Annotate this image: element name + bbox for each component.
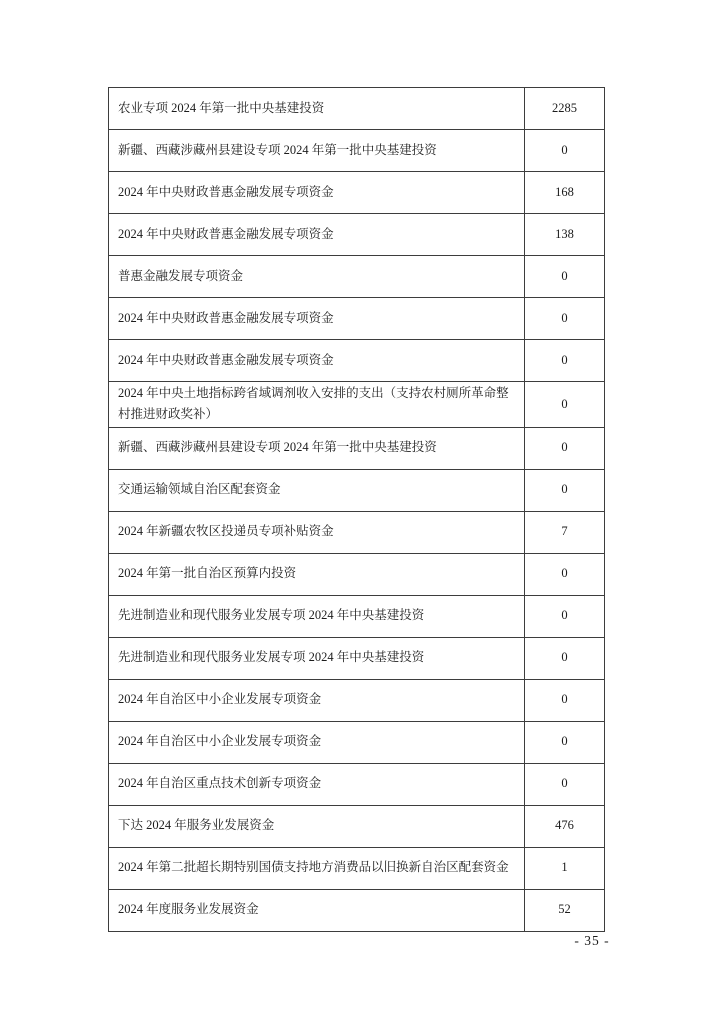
row-item-label: 2024 年中央财政普惠金融发展专项资金 [109,172,525,214]
row-value: 0 [525,553,605,595]
table-row [109,763,605,805]
table-row [109,340,605,382]
funding-table [108,87,605,932]
row-value: 0 [525,595,605,637]
row-item-label: 2024 年第二批超长期特别国债支持地方消费品以旧换新自治区配套资金 [109,847,525,889]
row-value: 0 [525,469,605,511]
table-row [109,679,605,721]
row-value: 476 [525,805,605,847]
table-row [109,214,605,256]
row-value: 0 [525,340,605,382]
row-item-label: 2024 年自治区中小企业发展专项资金 [109,679,525,721]
row-item-label: 先进制造业和现代服务业发展专项 2024 年中央基建投资 [109,595,525,637]
table-row [109,889,605,931]
table-row [109,637,605,679]
table-row [109,427,605,469]
page-number: - 35 - [574,933,610,948]
row-item-label: 普惠金融发展专项资金 [109,256,525,298]
row-value: 168 [525,172,605,214]
row-item-label: 交通运输领域自治区配套资金 [109,469,525,511]
table-row [109,172,605,214]
table-row [109,88,605,130]
table-row [109,130,605,172]
row-item-label: 2024 年度服务业发展资金 [109,889,525,931]
row-value: 0 [525,298,605,340]
funding-table-body [109,88,605,932]
row-value: 0 [525,256,605,298]
row-value: 0 [525,427,605,469]
row-item-label: 新疆、西藏涉藏州县建设专项 2024 年第一批中央基建投资 [109,427,525,469]
row-item-label: 先进制造业和现代服务业发展专项 2024 年中央基建投资 [109,637,525,679]
row-value: 0 [525,763,605,805]
row-value: 0 [525,382,605,428]
row-item-label: 2024 年自治区中小企业发展专项资金 [109,721,525,763]
row-value: 0 [525,679,605,721]
row-value: 52 [525,889,605,931]
table-row [109,298,605,340]
row-value: 0 [525,130,605,172]
row-value: 138 [525,214,605,256]
row-item-label: 2024 年第一批自治区预算内投资 [109,553,525,595]
row-value: 7 [525,511,605,553]
row-item-label: 农业专项 2024 年第一批中央基建投资 [109,88,525,130]
row-item-label: 2024 年中央财政普惠金融发展专项资金 [109,340,525,382]
table-row [109,553,605,595]
row-item-label: 新疆、西藏涉藏州县建设专项 2024 年第一批中央基建投资 [109,130,525,172]
row-value: 2285 [525,88,605,130]
table-row [109,847,605,889]
row-item-label: 2024 年自治区重点技术创新专项资金 [109,763,525,805]
table-row [109,382,605,428]
table-row [109,721,605,763]
row-item-label: 2024 年中央财政普惠金融发展专项资金 [109,298,525,340]
row-value: 0 [525,721,605,763]
table-row [109,805,605,847]
table-row [109,469,605,511]
table-row [109,256,605,298]
row-value: 1 [525,847,605,889]
row-item-label: 下达 2024 年服务业发展资金 [109,805,525,847]
row-item-label: 2024 年中央土地指标跨省域调剂收入安排的支出（支持农村厕所革命整村推进财政奖补） [109,382,525,428]
row-item-label: 2024 年新疆农牧区投递员专项补贴资金 [109,511,525,553]
row-value: 0 [525,637,605,679]
table-row [109,595,605,637]
table-row [109,511,605,553]
row-item-label: 2024 年中央财政普惠金融发展专项资金 [109,214,525,256]
